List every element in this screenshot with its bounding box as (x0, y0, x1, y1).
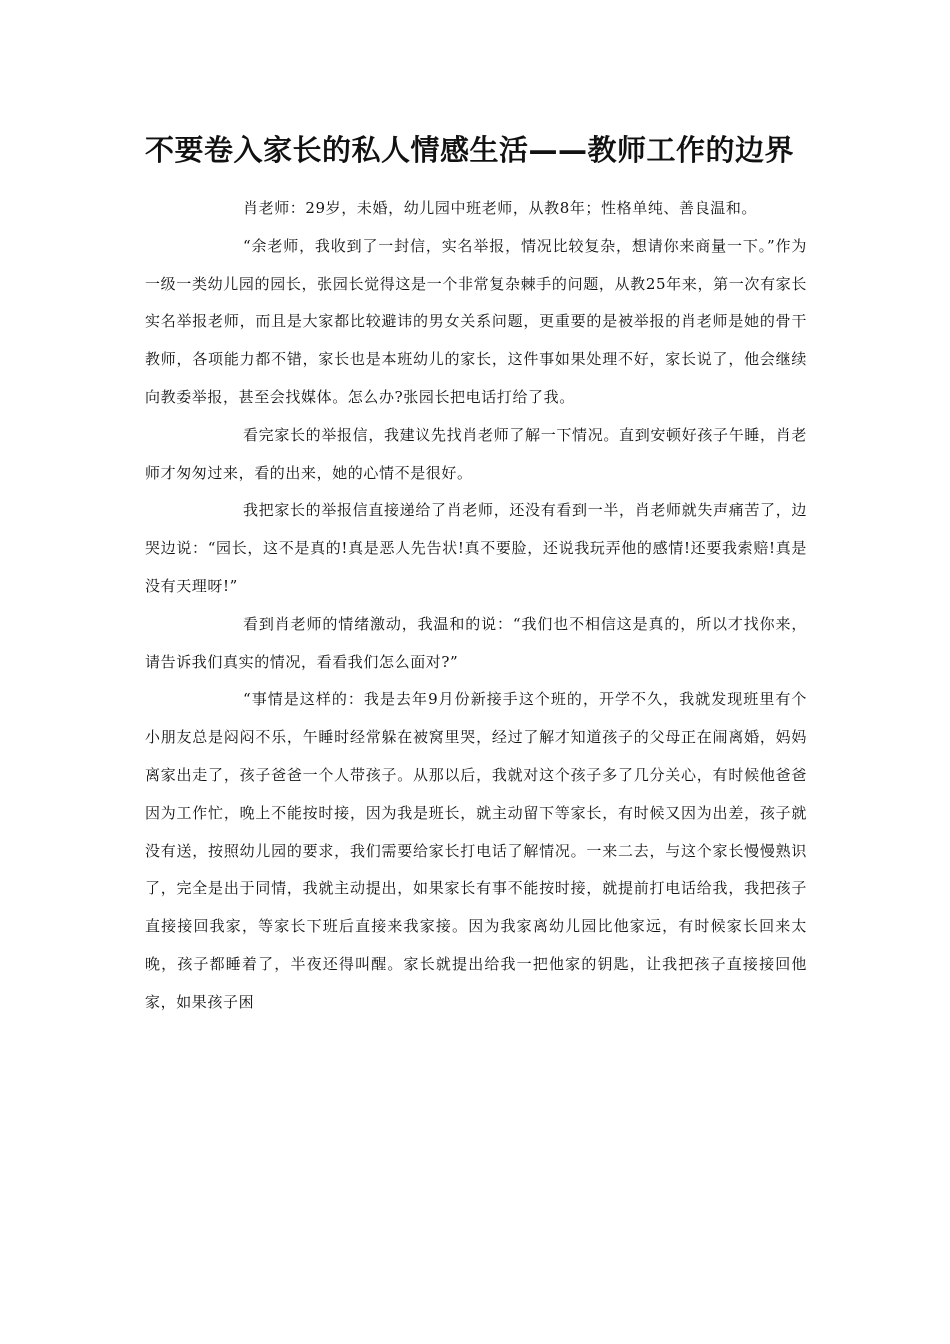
paragraph-read-letter: 看完家长的举报信，我建议先找肖老师了解一下情况。直到安顿好孩子午睡，肖老师才匆匆过来，看的出来，她的心情不是很好。 (145, 425, 807, 482)
paragraph-principal-call: “余老师，我收到了一封信，实名举报，情况比较复杂，想请你来商量一下。”作为一级一类幼儿园的园长，张园长觉得这是一个非常复杂棘手的问题，从教25年来，第一次有家长实名举报老师，而且是大家都比较避讳的男女关系问题，更重要的是被举报的肖老师是她的骨干教师，各项能力都不错，家长也是本班幼儿的家长，这件事如果处理不好，家长说了，他会继续向教委举报，甚至会找媒体。怎么办?张园长把电话打给了我。 (145, 236, 807, 406)
document-body (145, 190, 807, 1022)
paragraph-gentle-question: 看到肖老师的情绪激动，我温和的说：“我们也不相信这是真的，所以才找你来，请告诉我们真实的情况，看看我们怎么面对?” (145, 614, 807, 671)
paragraph-teacher-reaction: 我把家长的举报信直接递给了肖老师，还没有看到一半，肖老师就失声痛苦了，边哭边说：“园长，这不是真的!真是恶人先告状!真不要脸，还说我玩弄他的感情!还要我索赔!真是没有天理呀!” (145, 501, 807, 595)
paragraph-teacher-account: “事情是这样的：我是去年9月份新接手这个班的，开学不久，我就发现班里有个小朋友总是闷闷不乐，午睡时经常躲在被窝里哭，经过了解才知道孩子的父母正在闹离婚，妈妈离家出走了，孩子爸爸一个人带孩子。从那以后，我就对这个孩子多了几分关心，有时候他爸爸因为工作忙，晚上不能按时接，因为我是班长，就主动留下等家长，有时候又因为出差，孩子就没有送，按照幼儿园的要求，我们需要给家长打电话了解情况。一来二去，与这个家长慢慢熟识了，完全是出于同情，我就主动提出，如果家长有事不能按时接，就提前打电话给我，我把孩子直接接回我家，等家长下班后直接来我家接。因为我家离幼儿园比他家远，有时候家长回来太晚，孩子都睡着了，半夜还得叫醒。家长就提出给我一把他家的钥匙，让我把孩子直接接回他家，如果孩子困 (145, 690, 807, 1011)
document-title: 不要卷入家长的私人情感生活——教师工作的边界 (145, 133, 795, 167)
paragraph-teacher-profile: 肖老师：29岁，未婚，幼儿园中班老师，从教8年；性格单纯、善良温和。 (243, 199, 758, 217)
